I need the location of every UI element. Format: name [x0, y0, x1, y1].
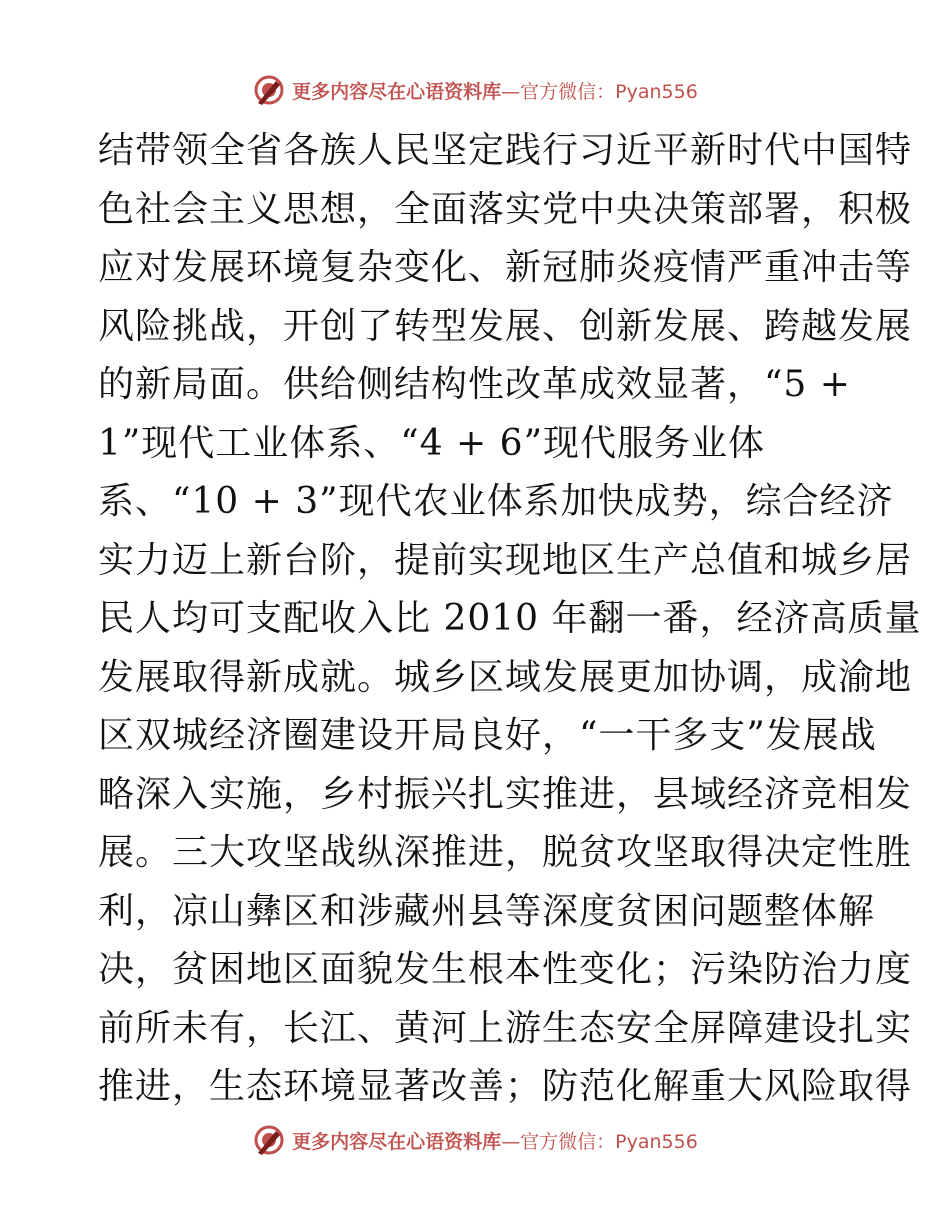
text-line: 结带领全省各族人民坚定践行习近平新时代中国特 — [98, 130, 913, 171]
watermark-separator: — — [501, 1130, 521, 1153]
watermark-title: 更多内容尽在心语资料库 — [292, 80, 502, 103]
text-line: 系、“10 + 3”现代农业体系加快成势，综合经济 — [98, 481, 894, 522]
text-line: 民人均可支配收入比 2010 年翻一番，经济高质量 — [98, 598, 922, 639]
watermark-footer — [0, 1120, 950, 1160]
text-line: 略深入实施，乡村振兴扎实推进，县域经济竞相发 — [98, 773, 913, 815]
watermark-wechat: 官方微信：Pyan556 — [520, 1130, 698, 1153]
text-line: 的新局面。供给侧结构性改革成效显著，“5 + — [98, 364, 851, 405]
text-line: 应对发展环境复杂变化、新冠肺炎疫情严重冲击等 — [98, 247, 913, 288]
text-line: 实力迈上新台阶，提前实现地区生产总值和城乡居 — [98, 539, 913, 581]
pen-logo-icon — [252, 1123, 286, 1157]
watermark-separator: — — [501, 80, 521, 103]
text-line: 1”现代工业体系、“4 + 6”现代服务业体 — [98, 422, 765, 464]
document-body — [98, 122, 922, 1117]
text-line: 展。三大攻坚战纵深推进，脱贫攻坚取得决定性胜 — [98, 832, 913, 873]
text-line: 前所未有，长江、黄河上游生态安全屏障建设扎实 — [98, 1007, 913, 1049]
text-line: 利，凉山彝区和涉藏州县等深度贫困问题整体解 — [98, 890, 876, 932]
text-line: 决，贫困地区面貌发生根本性变化；污染防治力度 — [98, 949, 913, 990]
watermark-text — [292, 1127, 698, 1154]
watermark-text — [292, 77, 698, 104]
text-line: 色社会主义思想，全面落实党中央决策部署，积极 — [98, 188, 913, 230]
watermark-header — [0, 70, 950, 110]
watermark-title: 更多内容尽在心语资料库 — [292, 1130, 502, 1153]
text-line: 风险挑战，开创了转型发展、创新发展、跨越发展 — [98, 305, 913, 347]
text-line: 发展取得新成就。城乡区域发展更加协调，成渝地 — [98, 656, 913, 698]
watermark-wechat: 官方微信：Pyan556 — [520, 80, 698, 103]
pen-logo-icon — [252, 73, 286, 107]
text-line: 区双城经济圈建设开局良好，“一干多支”发展战 — [98, 715, 877, 756]
text-line: 推进，生态环境显著改善；防范化解重大风险取得 — [98, 1066, 913, 1107]
